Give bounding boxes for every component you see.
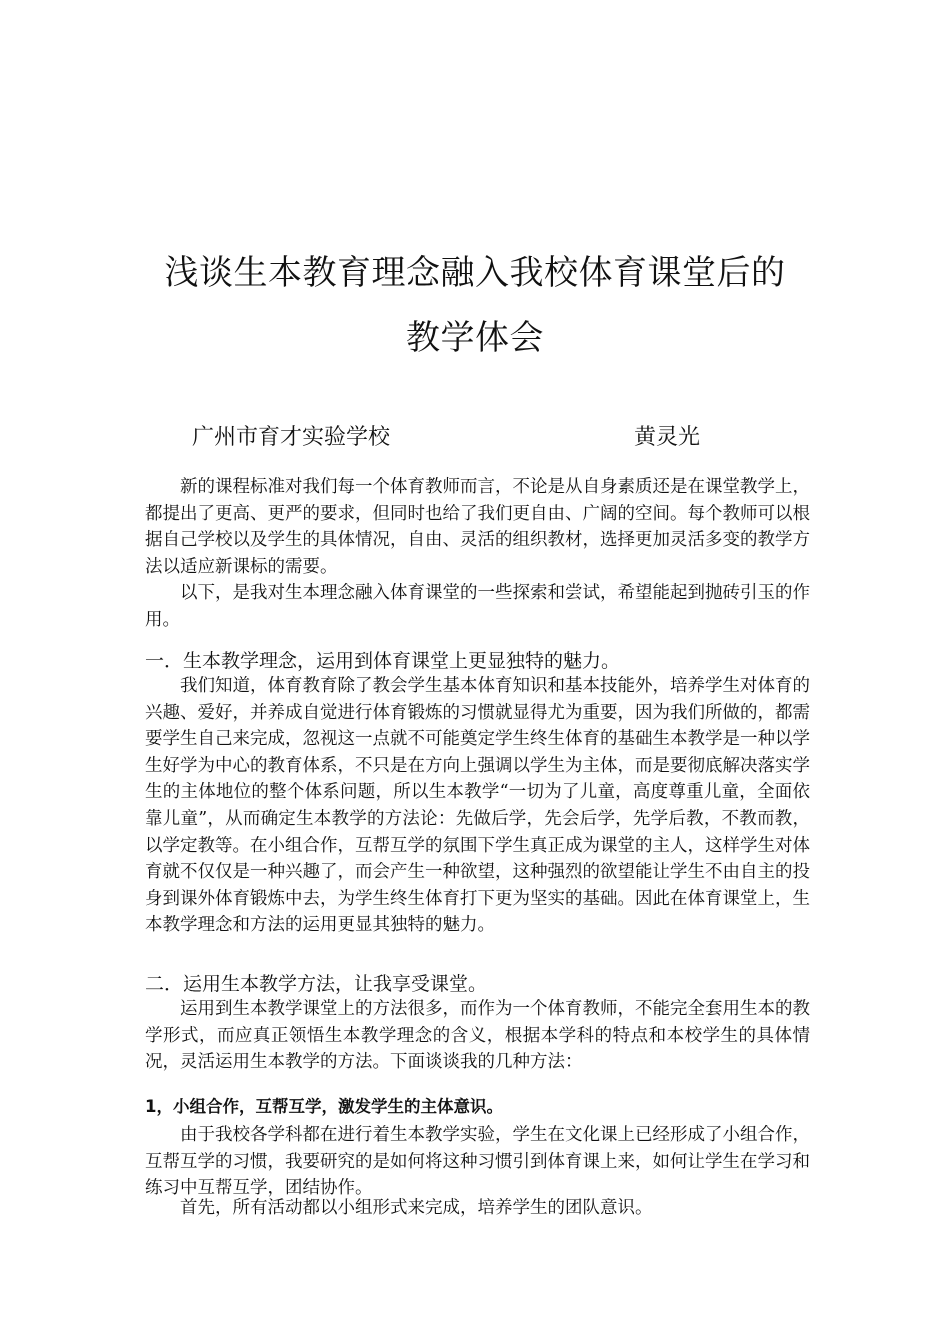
subsection-1-paragraph-2: 首先，所有活动都以小组形式来完成，培养学生的团队意识。: [180, 1198, 653, 1218]
intro-paragraph-2: 以下，是我对生本理念融入体育课堂的一些探索和尝试，希望能起到抛砖引玉的作用。: [145, 583, 810, 630]
subsection-1-paragraph: 由于我校各学科都在进行着生本教学实验，学生在文化课上已经形成了小组合作，互帮互学的习惯，我要研究的是如何将这种习惯引到体育课上来，如何让学生在学习和练习中互帮互学，团结协作。: [145, 1125, 810, 1199]
title-line-2: 教学体会: [406, 318, 544, 358]
school-name: 广州市育才实验学校: [192, 425, 391, 450]
byline: [0, 422, 950, 454]
section-2-heading: 二．运用生本教学方法，让我享受课堂。: [145, 973, 488, 995]
author-name: 黄灵光: [634, 425, 701, 450]
section-1-heading: 一．生本教学理念，运用到体育课堂上更显独特的魅力。: [145, 650, 621, 672]
title-line-1: 浅谈生本教育理念融入我校体育课堂后的: [164, 253, 786, 293]
intro-paragraph-1: 新的课程标准对我们每一个体育教师而言，不论是从自身素质还是在课堂教学上，都提出了更高、更严的要求，但同时也给了我们更自由、广阔的空间。每个教师可以根据自己学校以及学生的具体情况，自由、灵活的组织教材，选择更加灵活多变的教学方法以适应新课标的需要。: [145, 477, 810, 577]
section-1-paragraph: 我们知道，体育教育除了教会学生基本体育知识和基本技能外，培养学生对体育的兴趣、爱好，并养成自觉进行体育锻炼的习惯就显得尤为重要，因为我们所做的，都需要学生自己来完成，忽视这一点就不可能奠定学生终生体育的基础生本教学是一种以学生好学为中心的教育体系，不只是在方向上强调以学生为主体，而是要彻底解决落实学生的主体地位的整个体系问题，所以生本教学“一切为了儿童，高度尊重儿童，全面依靠儿童”，从而确定生本教学的方法论：先做后学，先会后学，先学后教，不教而教，以学定教等。在小组合作，互帮互学的氛围下学生真正成为课堂的主人，这样学生对体育就不仅仅是一种兴趣了，而会产生一种欲望，这种强烈的欲望能让学生不由自主的投身到课外体育锻炼中去，为学生终生体育打下更为坚实的基础。因此在体育课堂上，生本教学理念和方法的运用更显其独特的魅力。: [145, 676, 810, 936]
section-2-paragraph: 运用到生本教学课堂上的方法很多，而作为一个体育教师，不能完全套用生本的教学形式，而应真正领悟生本教学理念的含义，根据本学科的特点和本校学生的具体情况，灵活运用生本教学的方法。下面谈谈我的几种方法：: [145, 999, 810, 1073]
subsection-1-heading: 1，小组合作，互帮互学，激发学生的主体意识。: [145, 1097, 503, 1116]
